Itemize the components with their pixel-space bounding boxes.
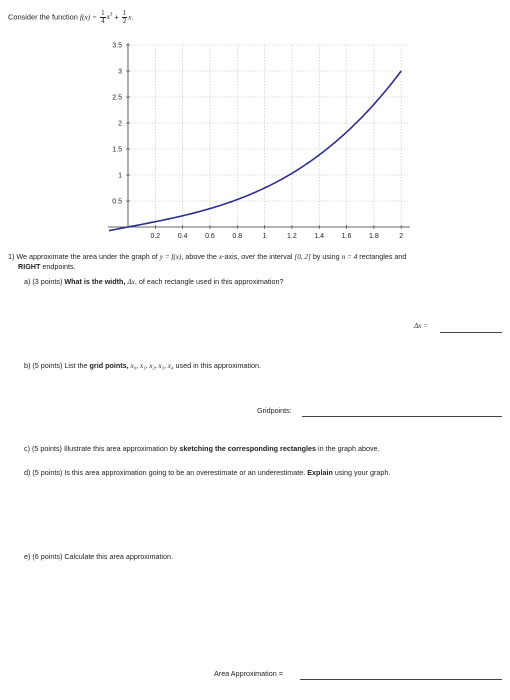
fx-label: f(x) =: [79, 12, 97, 22]
question-e: [24, 553, 173, 562]
x-tick-label: 0.6: [205, 233, 215, 240]
plus-sign: +: [114, 12, 119, 22]
q1-endpoints: endpoints.: [42, 262, 76, 271]
x-tick-label: 1.4: [314, 233, 325, 240]
q1-x-var: x: [218, 253, 223, 261]
qb-label: b) (5 points) List the: [24, 361, 88, 370]
y-tick-label: 2: [118, 120, 122, 128]
qc-bold: sketching the corresponding rectangles: [179, 444, 317, 453]
qa-rest: , of each rectangle used in this approximation?: [134, 277, 284, 286]
q1-y-equals-fx: y = f(x): [159, 253, 182, 261]
q1-text-a: We approximate the area under the graph of: [16, 252, 158, 261]
qd-label: d) (5 points) Is this area approximation going to be an overestimate or an underestimate.: [24, 468, 306, 477]
y-tick-label: 2.5: [112, 94, 122, 102]
qa-bold: What is the width,: [64, 277, 126, 286]
qc-rest: in the graph above.: [318, 444, 380, 453]
x-tick-label: 0.2: [150, 233, 161, 240]
qe-label: e) (6 points) Calculate this area approximation.: [24, 552, 174, 561]
x-cubed: $x^3$: [106, 12, 113, 22]
x-tick-label: 0.4: [177, 233, 188, 240]
q1-text-b: , above the: [181, 252, 217, 261]
function-curve: [109, 68, 401, 231]
gridpoints-answer-field[interactable]: [302, 416, 502, 417]
qc-label: c) (5 points) Illustrate this area approximation by: [24, 444, 178, 453]
y-tick-label: 3.5: [112, 42, 122, 50]
question-b: [24, 362, 261, 371]
gridpoints-answer-label: Gridpoints:: [257, 406, 292, 415]
area-answer-field[interactable]: [300, 679, 502, 680]
x-tick-label: 1.2: [287, 233, 297, 240]
delta-x-answer-label: Δx =: [414, 322, 429, 330]
qb-rest: used in this approximation.: [175, 361, 261, 370]
q1-n-equals-4: n = 4: [341, 253, 358, 261]
qb-points: x₀, x₁, x₂, x₃, x₄: [130, 362, 174, 370]
qb-bold: grid points,: [89, 361, 129, 370]
y-tick-label: 1: [118, 172, 122, 180]
question-1-number: 1): [8, 252, 15, 261]
question-d: [24, 469, 390, 478]
x-tick-label: 1.6: [341, 233, 352, 240]
q1-text-c: -axis, over the interval: [222, 252, 293, 261]
question-c: [24, 445, 380, 454]
y-tick-label: 1.5: [112, 146, 122, 154]
area-answer-label: Area Approximation =: [214, 669, 283, 678]
intro-text: Consider the function: [8, 12, 78, 22]
q1-text-e: rectangles and: [359, 252, 407, 261]
qa-label: a) (3 points): [24, 277, 63, 286]
delta-x-answer-field[interactable]: [440, 332, 502, 333]
function-graph: [0, 0, 510, 250]
question-1-line-2: [18, 263, 76, 272]
question-a: [24, 278, 284, 287]
y-tick-label: 3: [118, 68, 122, 76]
q1-interval: [0, 2]: [294, 253, 311, 261]
question-1: [8, 253, 406, 262]
x-tick-label: 1: [262, 233, 267, 240]
chart-grid: [128, 45, 408, 227]
x-term: x.: [128, 12, 134, 22]
fraction-one-half: $\frac{1}{2}$: [122, 9, 127, 25]
qd-rest: using your graph.: [334, 468, 391, 477]
fraction-one-quarter: $\frac{1}{4}$: [101, 9, 105, 25]
qa-delta-x: Δx: [127, 278, 135, 286]
x-tick-label: 0.8: [232, 233, 243, 240]
q1-text-d: by using: [312, 252, 340, 261]
chart-ticks: [112, 43, 403, 241]
q1-right-bold: RIGHT: [18, 262, 41, 271]
chart-axes: [108, 43, 410, 227]
y-tick-label: 0.5: [112, 198, 122, 206]
x-tick-label: 1.8: [368, 233, 379, 240]
qd-bold: Explain: [307, 468, 333, 477]
x-tick-label: 2: [399, 233, 404, 240]
